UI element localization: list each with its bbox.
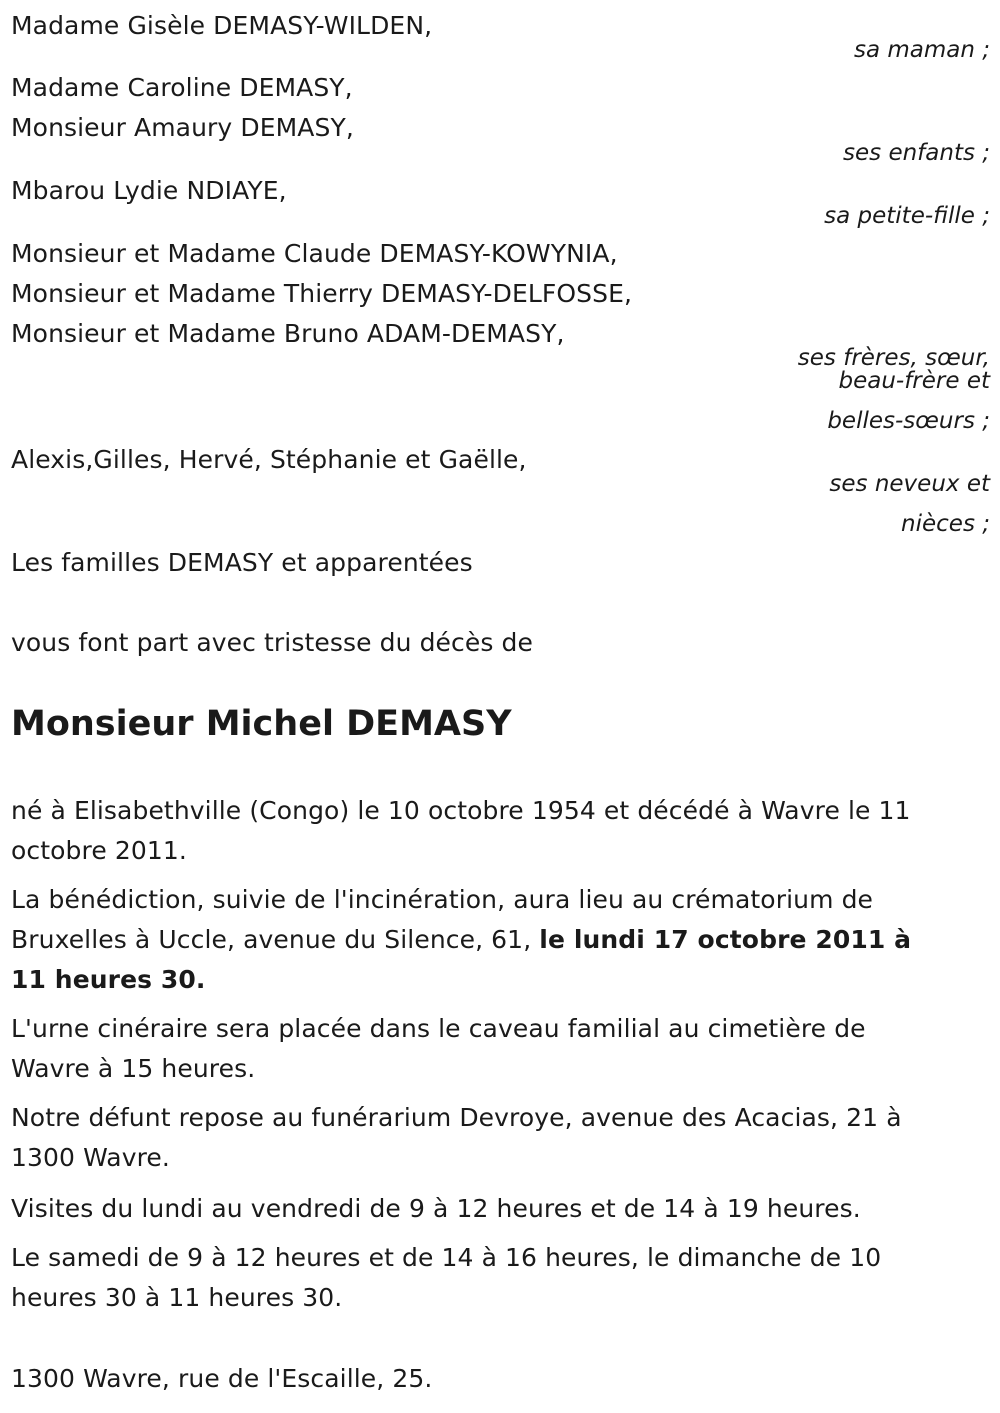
- mother-name: Madame Gisèle DEMASY-WILDEN,: [11, 11, 433, 40]
- granddaughter-name: Mbarou Lydie NDIAYE,: [11, 176, 287, 205]
- nephews-role-line-1: ses neveux et: [829, 471, 990, 497]
- visits-weekend-paragraph: Le samedi de 9 à 12 heures et de 14 à 16 heures, le dimanche de 10 heures 30 à 11 heures 30.: [11, 1243, 882, 1312]
- deceased-name: Monsieur Michel DEMASY: [11, 704, 512, 744]
- sibling-3-name: Monsieur et Madame Bruno ADAM-DEMASY,: [11, 319, 565, 348]
- announcement-line: vous font part avec tristesse du décès de: [11, 628, 533, 657]
- birth-death-paragraph: né à Elisabethville (Congo) le 10 octobre 1954 et décédé à Wavre le 11 octobre 2011.: [11, 796, 911, 865]
- family-address: 1300 Wavre, rue de l'Escaille, 25.: [11, 1364, 433, 1393]
- mother-role: sa maman ;: [853, 37, 990, 63]
- children-role: ses enfants ;: [843, 140, 990, 166]
- ceremony-paragraph: [11, 880, 951, 1000]
- child-1-name: Madame Caroline DEMASY,: [11, 73, 353, 102]
- sibling-1-name: Monsieur et Madame Claude DEMASY-KOWYNIA,: [11, 239, 618, 268]
- granddaughter-role: sa petite-fille ;: [824, 203, 990, 229]
- siblings-role-line-1: ses frères, sœur,: [797, 345, 990, 371]
- siblings-role-line-3: belles-sœurs ;: [827, 408, 990, 434]
- siblings-role-line-2: beau-frère et: [838, 368, 990, 394]
- ceremony-date: le lundi 17 octobre 2011 à 11 heures 30.: [11, 925, 912, 994]
- ceremony-text: La bénédiction, suivie de l'incinération, aura lieu au crématorium de Bruxelles à Uccle, avenue du Silence, 61,: [11, 885, 874, 954]
- visits-weekdays-paragraph: Visites du lundi au vendredi de 9 à 12 heures et de 14 à 19 heures.: [11, 1194, 861, 1223]
- nephews-names: Alexis,Gilles, Hervé, Stéphanie et Gaëlle,: [11, 445, 527, 474]
- families-line: Les familles DEMASY et apparentées: [11, 548, 473, 577]
- nephews-role-line-2: nièces ;: [901, 511, 990, 537]
- sibling-2-name: Monsieur et Madame Thierry DEMASY-DELFOSSE,: [11, 279, 633, 308]
- child-2-name: Monsieur Amaury DEMASY,: [11, 113, 354, 142]
- urn-paragraph: L'urne cinéraire sera placée dans le caveau familial au cimetière de Wavre à 15 heures.: [11, 1014, 866, 1083]
- funeral-home-paragraph: Notre défunt repose au funérarium Devroye, avenue des Acacias, 21 à 1300 Wavre.: [11, 1103, 902, 1172]
